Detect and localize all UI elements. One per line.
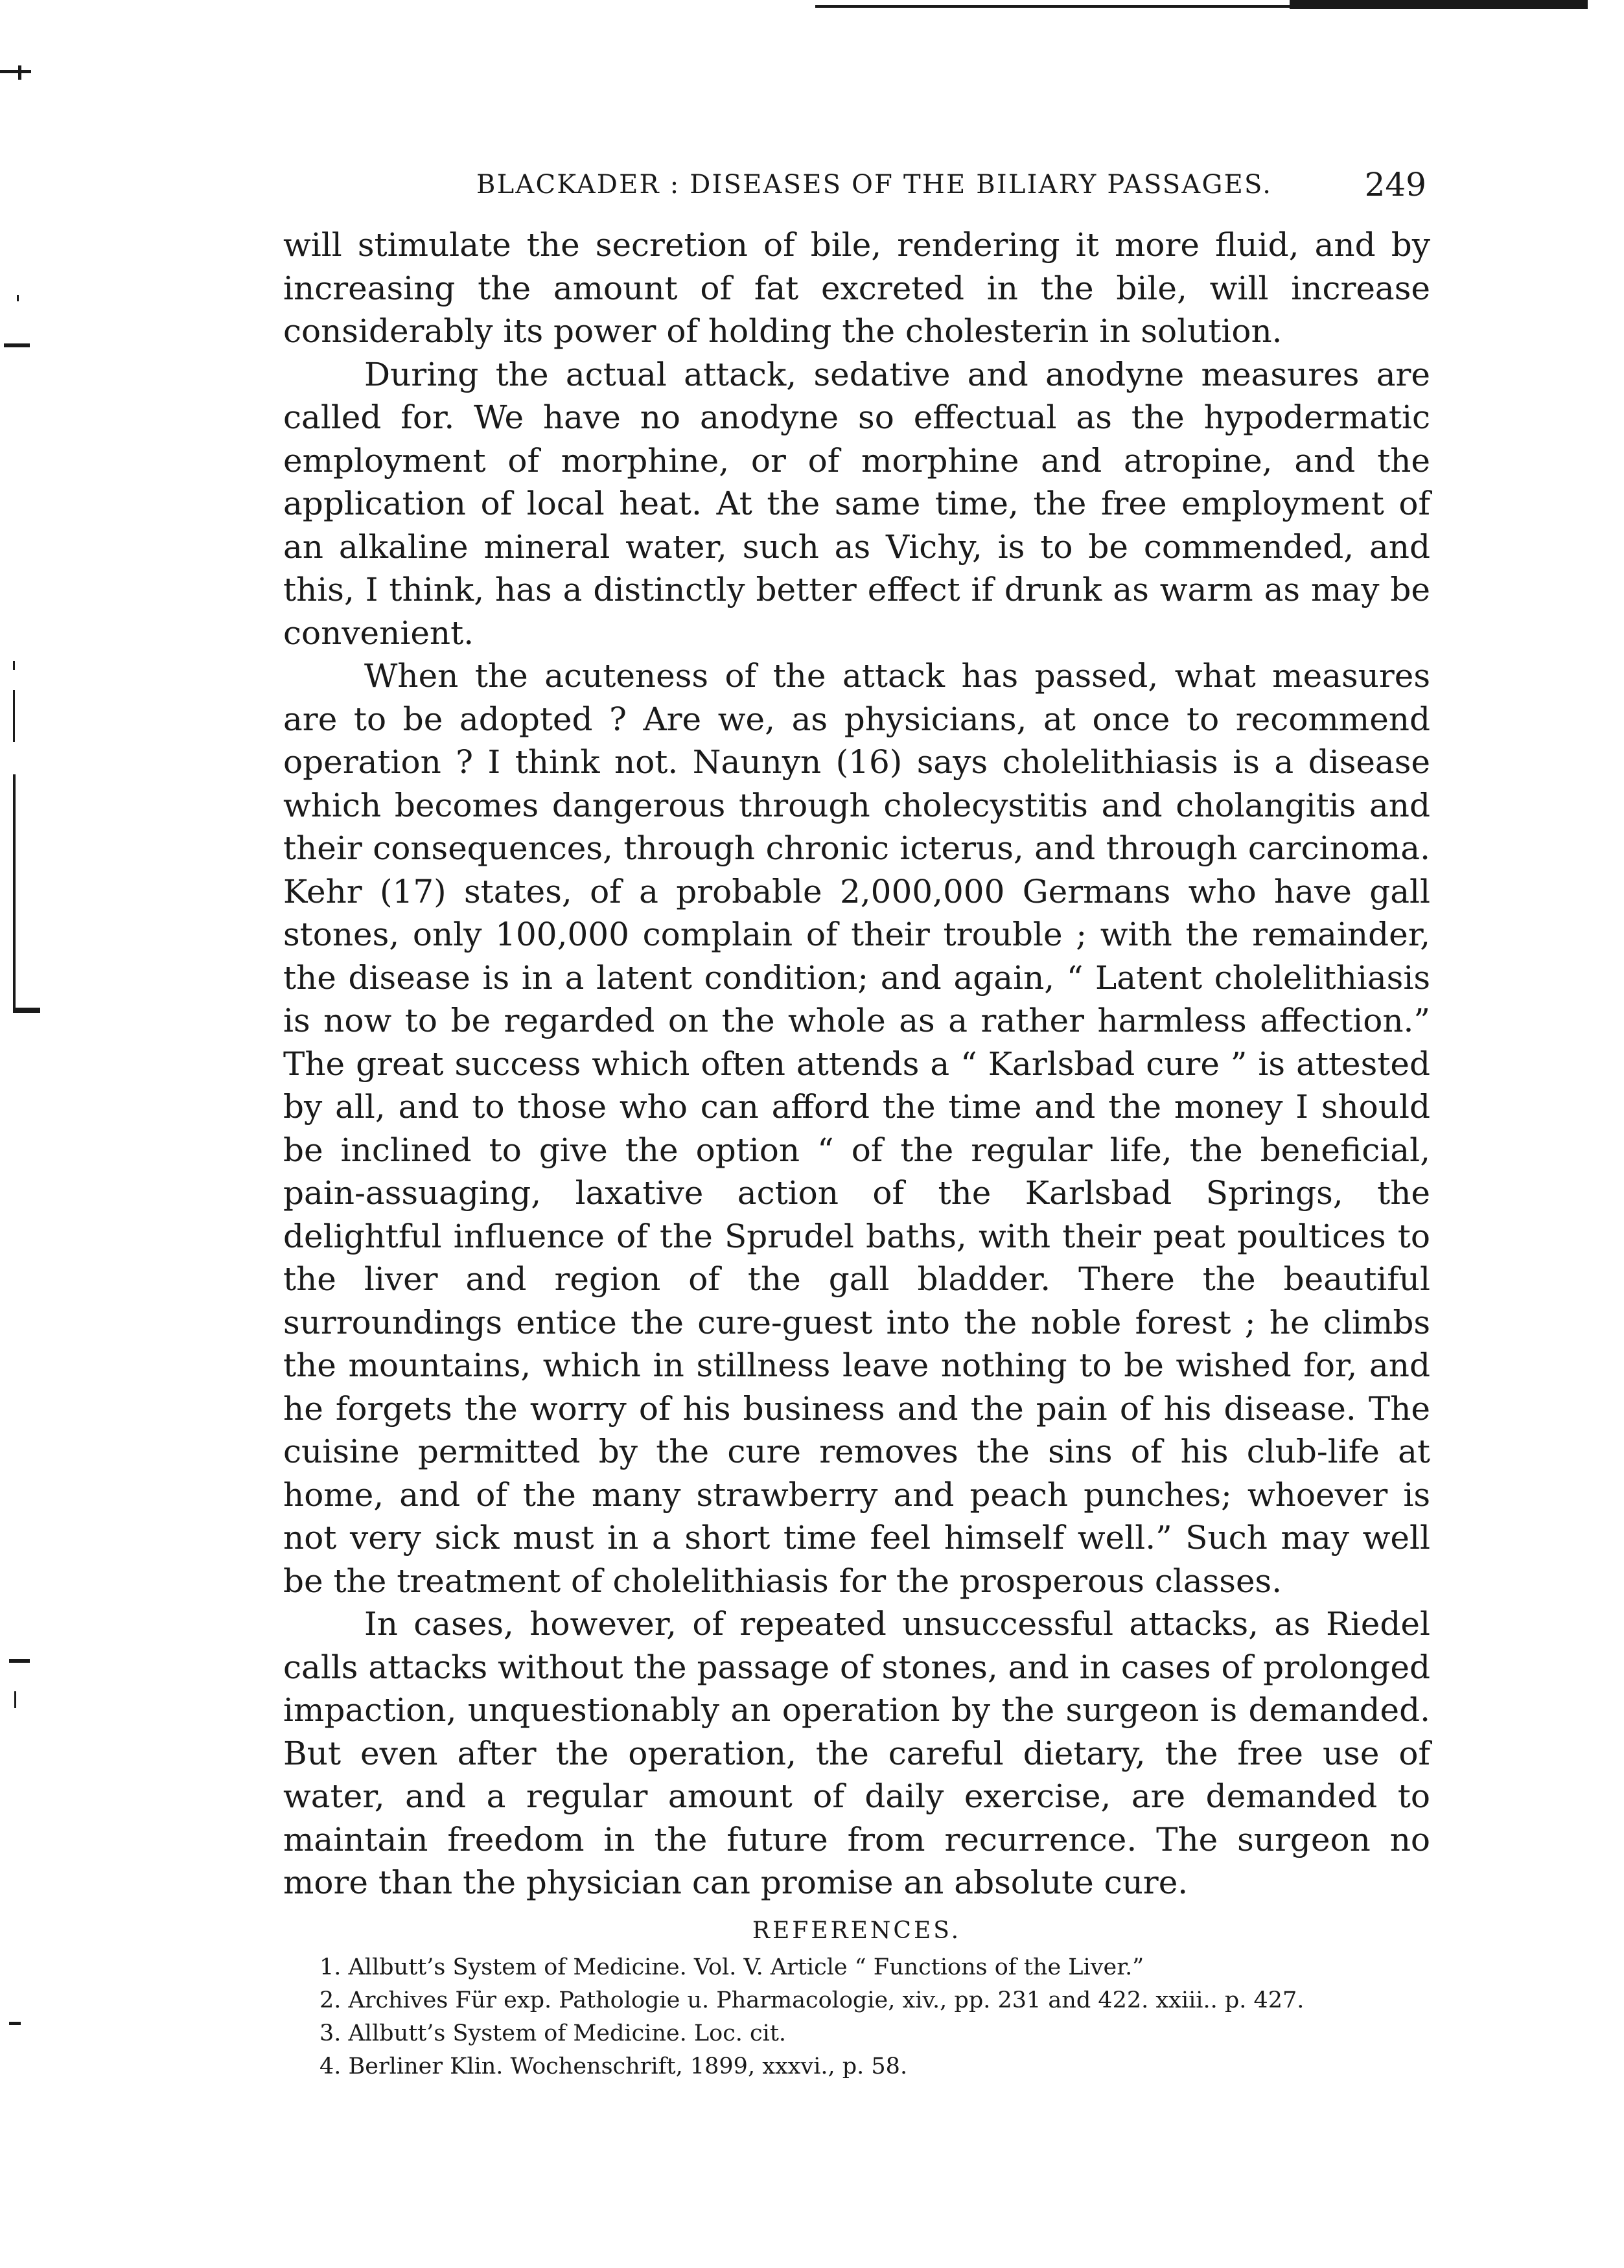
margin-mark (13, 774, 16, 1008)
top-rule-thick (1290, 0, 1588, 9)
running-title: BLACKADER : DISEASES OF THE BILIARY PASSAGES. (476, 170, 1273, 200)
margin-mark (4, 343, 30, 347)
reference-item: 2. Archives Für exp. Pathologie u. Pharmacologie, xiv., pp. 231 and 422. xxiii.. p. 427. (319, 1987, 1305, 2013)
margin-mark (0, 70, 31, 73)
paragraph: will stimulate the secretion of bile, rendering it more fluid, and by increasing the amount of fat excreted in the bile, will increase considerably its power of holding the cholesterin in solution. (283, 226, 1430, 350)
margin-mark (13, 1008, 40, 1013)
margin-mark (18, 65, 21, 80)
page-body (283, 224, 1430, 2083)
paragraph: When the acuteness of the attack has passed, what measures are to be adopted ? Are we, as physicians, at once to recommend operation ? I think not. Naunyn (16) says cholelithiasis is a disease which becomes dangerous through cholecystitis and cholangitis and their consequences, through chronic icterus, and through carcinoma. Kehr (17) states, of a probable 2,000,000 Germans who have gall stones, only 100,000 complain of their trouble ; with the remainder, the disease is in a latent condition; and again, “ Latent cholelithiasis is now to be regarded on the whole as a rather harmless affection.” The great success which often attends a “ Karlsbad cure ” is attested by all, and to those who can afford the time and the money I should be inclined to give the option “ of the regular life, the beneficial, pain-assuaging, laxative action of the Karlsbad Springs, the delightful influence of the Sprudel baths, with their peat poultices to the liver and region of the gall bladder. There the beautiful surroundings entice the cure-guest into the noble forest ; he climbs the mountains, which in stillness leave nothing to be wished for, and he forgets the worry of his business and the pain of his disease. The cuisine permitted by the cure removes the sins of his club-life at home, and of the many strawberry and peach punches; whoever is not very sick must in a short time feel himself well.” Such may well be the treatment of cholelithiasis for the prosperous classes. (283, 657, 1430, 1600)
margin-mark (9, 2022, 21, 2025)
references-heading: REFERENCES. (752, 1917, 962, 1944)
margin-mark (13, 661, 15, 670)
margin-mark (17, 295, 19, 301)
reference-list (283, 1951, 1430, 2083)
reference-item: 4. Berliner Klin. Wochenschrift, 1899, xxxvi., p. 58. (319, 2053, 908, 2079)
margin-mark (9, 1659, 30, 1663)
reference-item: 1. Allbutt’s System of Medicine. Vol. V. Article “ Functions of the Liver.” (319, 1954, 1144, 1980)
margin-mark (14, 1691, 16, 1708)
paragraph: In cases, however, of repeated unsuccessful attacks, as Riedel calls attacks without the passage of stones, and in cases of prolonged impaction, unquestionably an operation by the surgeon is demanded. But even after the operation, the careful dietary, the free use of water, and a regular amount of daily exercise, are demanded to maintain freedom in the future from recurrence. The surgeon no more than the physician can promise an absolute cure. (283, 1605, 1430, 1901)
running-header (476, 166, 1426, 203)
reference-item: 3. Allbutt’s System of Medicine. Loc. cit. (319, 2020, 787, 2046)
page-number: 249 (1364, 166, 1426, 203)
margin-mark (13, 690, 15, 742)
paragraph: During the actual attack, sedative and anodyne measures are called for. We have no anodyne so effectual as the hypodermatic employment of morphine, or of morphine and atropine, and the application of local heat. At the same time, the free employment of an alkaline mineral water, such as Vichy, is to be commended, and this, I think, has a distinctly better effect if drunk as warm as may be convenient. (283, 355, 1430, 652)
